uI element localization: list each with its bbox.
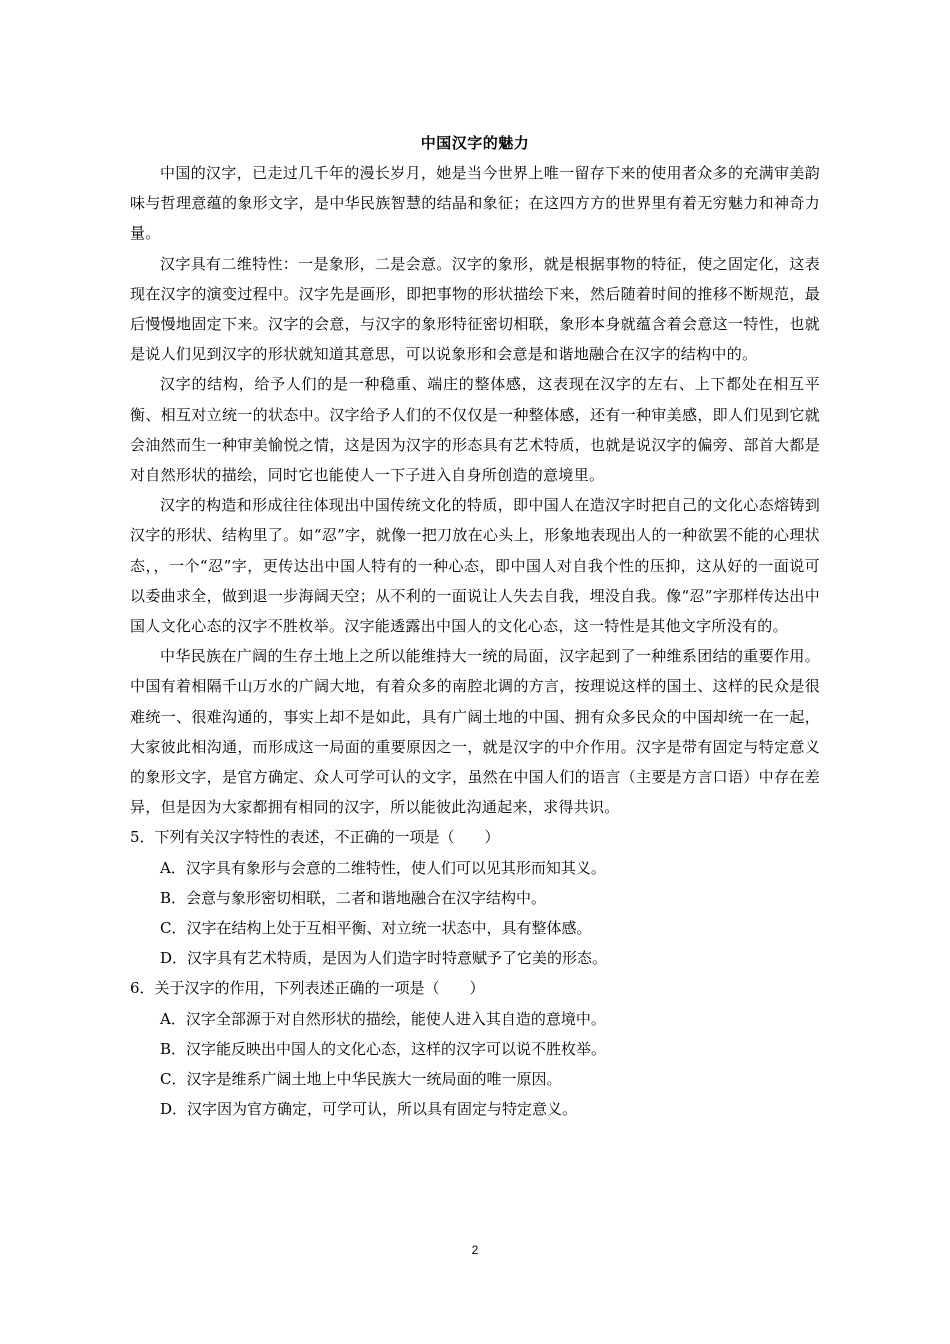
article-paragraph: 汉字的结构，给予人们的是一种稳重、端庄的整体感，这表现在汉字的左右、上下都处在相互平衡、相互对立统一的状态中。汉字给予人们的不仅仅是一种整体感，还有一种审美感，即人们见到它就会油然而生一种审美愉悦之情，这是因为汉字的形态具有艺术特质，也就是说汉字的偏旁、部首大都是对自然形状的描绘，同时它也能使人一下子进入自身所创造的意境里。 bbox=[130, 375, 820, 485]
option-c: C．汉字是维系广阔土地上中华民族大一统局面的唯一原因。 bbox=[160, 1070, 562, 1089]
question-6 bbox=[130, 973, 820, 1124]
option-d: D．汉字具有艺术特质，是因为人们造字时特意赋予了它美的形态。 bbox=[160, 949, 608, 968]
article-body bbox=[130, 158, 820, 822]
article-paragraph: 中国的汉字，已走过几千年的漫长岁月，她是当今世界上唯一留存下来的使用者众多的充满审美韵味与哲理意蕴的象形文字，是中华民族智慧的结晶和象征；在这四方方的世界里有着无穷魅力和神奇力量。 bbox=[130, 164, 820, 243]
option-c: C．汉字在结构上处于互相平衡、对立统一状态中，具有整体感。 bbox=[160, 919, 592, 938]
document-page bbox=[130, 128, 820, 1125]
option-list bbox=[130, 1004, 820, 1125]
option-a: A．汉字具有象形与会意的二维特性，使人们可以见其形而知其义。 bbox=[160, 858, 606, 877]
option-d: D．汉字因为官方确定，可学可认，所以具有固定与特定意义。 bbox=[160, 1100, 578, 1119]
article-paragraph: 中华民族在广阔的生存土地上之所以能维持大一统的局面，汉字起到了一种维系团结的重要作用。中国有着相隔千山万水的广阔大地，有着众多的南腔北调的方言，按理说这样的国土、这样的民众是很难统一、很难沟通的，事实上却不是如此，具有广阔土地的中国、拥有众多民众的中国却统一在一起，大家彼此相沟通，而形成这一局面的重要原因之一，就是汉字的中介作用。汉字是带有固定与特定意义的象形文字，是官方确定、众人可学可认的文字，虽然在中国人们的语言（主要是方言口语）中存在差异，但是因为大家都拥有相同的汉字，所以能彼此沟通起来，求得共识。 bbox=[130, 647, 820, 817]
page-number: 2 bbox=[471, 1243, 479, 1257]
option-list bbox=[130, 853, 820, 974]
option-a: A．汉字全部源于对自然形状的描绘，能使人进入其自造的意境中。 bbox=[160, 1009, 606, 1028]
option-b: B．汉字能反映出中国人的文化心态，这样的汉字可以说不胜枚举。 bbox=[160, 1039, 607, 1058]
question-stem: 5．下列有关汉字特性的表述，不正确的一项是（ ） bbox=[130, 828, 500, 847]
article-title: 中国汉字的魅力 bbox=[420, 134, 530, 152]
question-5 bbox=[130, 822, 820, 973]
article-paragraph: 汉字的构造和形成往往体现出中国传统文化的特质，即中国人在造汉字时把自己的文化心态熔铸到汉字的形状、结构里了。如“忍”字，就像一把刀放在心头上，形象地表现出人的一种欲罢不能的心理状态，，一个“忍”字，更传达出中国人特有的一种心态，即中国人对自我个性的压抑，这从好的一面说可以委曲求全，做到退一步海阔天空；从不利的一面说让人失去自我，埋没自我。像“忍”字那样传达出中国人文化心态的汉字不胜枚举。汉字能透露出中国人的文化心态，这一特性是其他文字所没有的。 bbox=[130, 496, 820, 636]
question-stem: 6．关于汉字的作用，下列表述正确的一项是（ ） bbox=[130, 979, 485, 998]
option-b: B．会意与象形密切相联，二者和谐地融合在汉字结构中。 bbox=[160, 888, 547, 907]
article-paragraph: 汉字具有二维特性：一是象形，二是会意。汉字的象形，就是根据事物的特征，使之固定化，这表现在汉字的演变过程中。汉字先是画形，即把事物的形状描绘下来，然后随着时间的推移不断规范，最后慢慢地固定下来。汉字的会意，与汉字的象形特征密切相联，象形本身就蕴含着会意这一特性，也就是说人们见到汉字的形状就知道其意思，可以说象形和会意是和谐地融合在汉字的结构中的。 bbox=[130, 254, 820, 364]
